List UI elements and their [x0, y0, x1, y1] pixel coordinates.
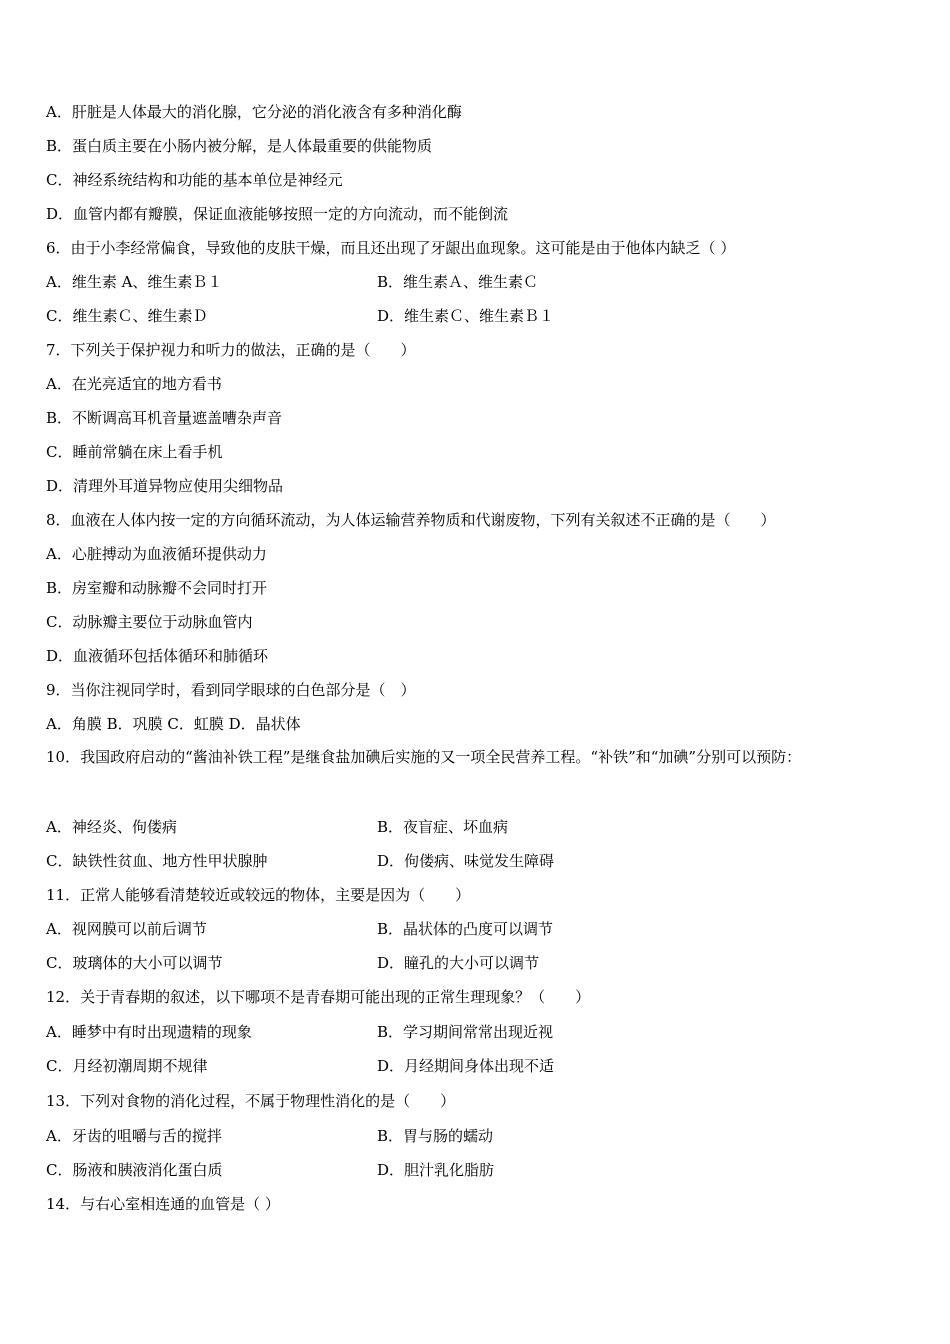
- q12-option-a: A．睡梦中有时出现遗精的现象: [46, 1023, 252, 1041]
- q13-option-b: B．胃与肠的蠕动: [377, 1127, 494, 1145]
- q7-option-c: C．睡前常躺在床上看手机: [46, 443, 223, 461]
- q7-option-a: A．在光亮适宜的地方看书: [46, 375, 222, 393]
- q11-stem: 11．正常人能够看清楚较近或较远的物体，主要是因为（ ）: [46, 886, 471, 904]
- q6-option-d: D．维生素Ｃ、维生素Ｂ１: [377, 307, 555, 325]
- q12-option-c: C．月经初潮周期不规律: [46, 1057, 208, 1075]
- q10-stem: 10．我国政府启动的“酱油补铁工程”是继食盐加碘后实施的又一项全民营养工程。“补铁”和“加碘”分别可以预防：: [46, 748, 802, 766]
- q8-option-d: D．血液循环包括体循环和肺循环: [46, 647, 269, 665]
- q7-option-d: D．清理外耳道异物应使用尖细物品: [46, 477, 284, 495]
- q10-option-b: B．夜盲症、坏血病: [377, 818, 509, 836]
- q13-option-a: A．牙齿的咀嚼与舌的搅拌: [46, 1127, 222, 1145]
- q6-option-a: A．维生素 A、维生素Ｂ１: [46, 273, 223, 291]
- q6-option-b: B．维生素Ａ、维生素Ｃ: [377, 273, 539, 291]
- q5-option-d: D．血管内都有瓣膜，保证血液能够按照一定的方向流动，而不能倒流: [46, 205, 509, 223]
- q12-option-b: B．学习期间常常出现近视: [377, 1023, 554, 1041]
- q13-option-d: D．胆汁乳化脂肪: [377, 1161, 495, 1179]
- q13-stem: 13．下列对食物的消化过程，不属于物理性消化的是（ ）: [46, 1092, 456, 1110]
- q10-option-d: D．佝偻病、味觉发生障碍: [377, 852, 555, 870]
- q12-option-d: D．月经期间身体出现不适: [377, 1057, 555, 1075]
- q12-stem: 12．关于青春期的叙述，以下哪项不是青春期可能出现的正常生理现象？（ ）: [46, 988, 591, 1006]
- q11-option-d: D．瞳孔的大小可以调节: [377, 954, 540, 972]
- q14-stem: 14．与右心室相连通的血管是（ ）: [46, 1195, 280, 1213]
- q10-option-a: A．神经炎、佝偻病: [46, 818, 177, 836]
- q6-stem: 6．由于小李经常偏食，导致他的皮肤干燥，而且还出现了牙龈出血现象。这可能是由于他体内缺乏（ ）: [46, 239, 736, 257]
- q5-option-b: B．蛋白质主要在小肠内被分解，是人体最重要的供能物质: [46, 137, 433, 155]
- q8-option-a: A．心脏搏动为血液循环提供动力: [46, 545, 267, 563]
- q9-options: A．角膜 B．巩膜 C．虹膜 D．晶状体: [46, 715, 301, 733]
- q6-option-c: C．维生素Ｃ、维生素Ｄ: [46, 307, 208, 325]
- q7-stem: 7．下列关于保护视力和听力的做法，正确的是（ ）: [46, 341, 416, 359]
- q7-option-b: B．不断调高耳机音量遮盖嘈杂声音: [46, 409, 283, 427]
- q10-option-c: C．缺铁性贫血、地方性甲状腺肿: [46, 852, 268, 870]
- q5-option-a: A．肝脏是人体最大的消化腺，它分泌的消化液含有多种消化酶: [46, 103, 462, 121]
- q11-option-b: B．晶状体的凸度可以调节: [377, 920, 554, 938]
- q8-option-c: C．动脉瓣主要位于动脉血管内: [46, 613, 253, 631]
- q8-stem: 8．血液在人体内按一定的方向循环流动，为人体运输营养物质和代谢废物，下列有关叙述不正确的是（ ）: [46, 511, 776, 529]
- q8-option-b: B．房室瓣和动脉瓣不会同时打开: [46, 579, 268, 597]
- q5-option-c: C．神经系统结构和功能的基本单位是神经元: [46, 171, 343, 189]
- q11-option-a: A．视网膜可以前后调节: [46, 920, 207, 938]
- q9-stem: 9．当你注视同学时，看到同学眼球的白色部分是（ ）: [46, 681, 416, 699]
- q13-option-c: C．肠液和胰液消化蛋白质: [46, 1161, 223, 1179]
- q11-option-c: C．玻璃体的大小可以调节: [46, 954, 223, 972]
